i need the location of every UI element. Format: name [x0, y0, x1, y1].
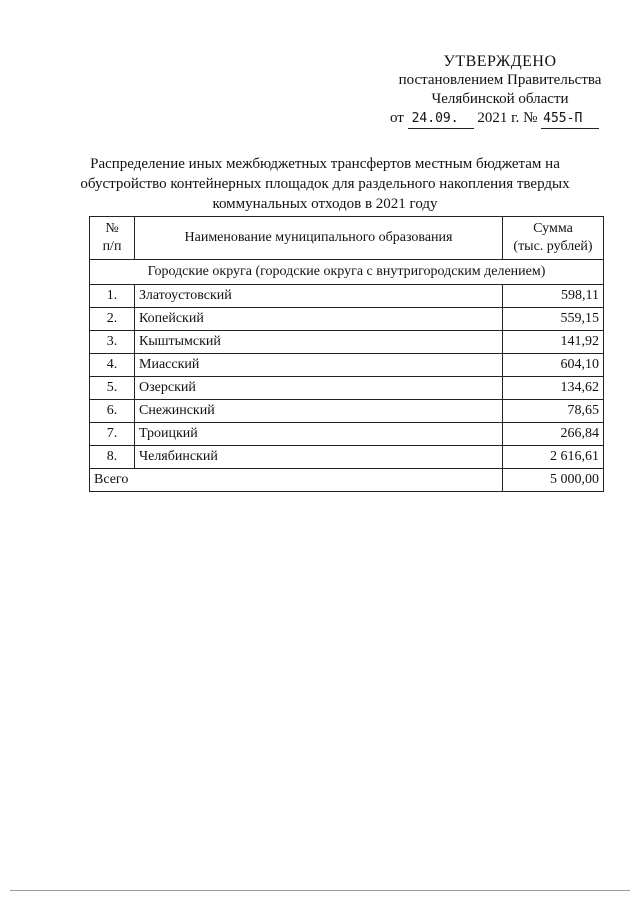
- row-sum: 559,15: [503, 308, 604, 331]
- table-header-row: [90, 217, 604, 260]
- approval-date: 24.09.: [408, 109, 474, 129]
- title-line-1: Распределение иных межбюджетных трансфертов местным бюджетам на: [90, 156, 560, 172]
- table-row: [90, 308, 604, 331]
- row-number: 8.: [90, 446, 135, 469]
- table-row: [90, 446, 604, 469]
- approval-heading: УТВЕРЖДЕНО: [443, 53, 557, 70]
- approval-line-2: Челябинской области: [431, 91, 569, 107]
- from-label: от: [390, 110, 404, 126]
- table-row: [90, 377, 604, 400]
- row-name: Троицкий: [135, 423, 503, 446]
- row-sum: 78,65: [503, 400, 604, 423]
- group-row: [90, 260, 604, 285]
- row-sum: 598,11: [503, 285, 604, 308]
- table-row: [90, 285, 604, 308]
- row-number: 7.: [90, 423, 135, 446]
- document-title: [80, 154, 570, 214]
- header-sum-unit: (тыс. рублей): [513, 239, 593, 254]
- year-label: 2021 г. №: [477, 110, 538, 126]
- row-sum: 604,10: [503, 354, 604, 377]
- header-number: [90, 217, 135, 260]
- row-number: 1.: [90, 285, 135, 308]
- row-number: 2.: [90, 308, 135, 331]
- row-sum: 2 616,61: [503, 446, 604, 469]
- total-label: Всего: [90, 469, 503, 492]
- row-sum: 134,62: [503, 377, 604, 400]
- row-name: Копейский: [135, 308, 503, 331]
- table-row: [90, 423, 604, 446]
- row-name: Златоустовский: [135, 285, 503, 308]
- title-line-3: коммунальных отходов в 2021 году: [212, 196, 438, 212]
- row-number: 4.: [90, 354, 135, 377]
- row-number: 6.: [90, 400, 135, 423]
- row-name: Миасский: [135, 354, 503, 377]
- header-number-abbr: п/п: [102, 239, 122, 254]
- row-sum: 266,84: [503, 423, 604, 446]
- approval-number: 455-П: [541, 109, 599, 129]
- header-sum: [503, 217, 604, 260]
- row-number: 5.: [90, 377, 135, 400]
- page-edge-line: [10, 890, 630, 891]
- group-label: Городские округа (городские округа с внутригородским делением): [90, 260, 604, 285]
- table-row: [90, 354, 604, 377]
- approval-date-line: [380, 109, 620, 129]
- row-sum: 141,92: [503, 331, 604, 354]
- row-number: 3.: [90, 331, 135, 354]
- table-row: [90, 331, 604, 354]
- row-name: Челябинский: [135, 446, 503, 469]
- title-line-2: обустройство контейнерных площадок для раздельного накопления твердых: [80, 176, 570, 192]
- total-row: [90, 469, 604, 492]
- total-sum: 5 000,00: [503, 469, 604, 492]
- distribution-table: [89, 216, 604, 492]
- header-sum-title: Сумма: [533, 221, 573, 236]
- header-name: Наименование муниципального образования: [135, 217, 503, 260]
- row-name: Озерский: [135, 377, 503, 400]
- table-row: [90, 400, 604, 423]
- header-number-sign: №: [105, 221, 119, 236]
- approval-block: [380, 52, 620, 129]
- row-name: Кыштымский: [135, 331, 503, 354]
- approval-line-1: постановлением Правительства: [398, 72, 602, 88]
- row-name: Снежинский: [135, 400, 503, 423]
